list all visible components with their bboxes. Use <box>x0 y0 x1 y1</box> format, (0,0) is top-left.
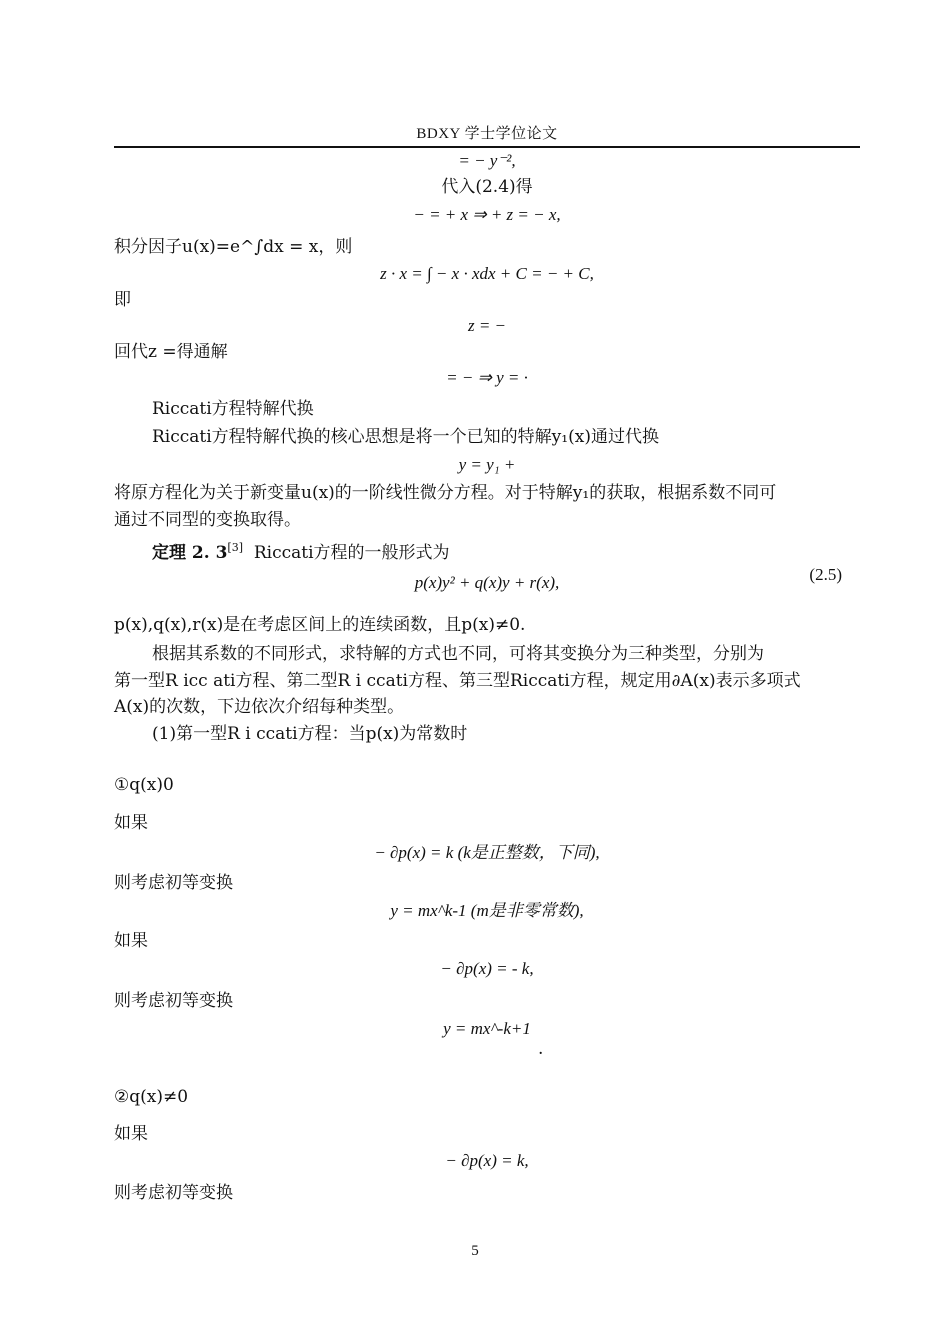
paragraph-line: p(x),q(x),r(x)是在考虑区间上的连续函数，且p(x)≠0. <box>114 615 526 635</box>
equation-line: z · x = ∫ − x · xdx + C = − + C, <box>380 264 594 283</box>
theorem-label: 定理 2. 3 <box>152 543 228 563</box>
text-line: 即 <box>114 290 131 310</box>
paragraph-line: Riccati方程特解代换的核心思想是将一个已知的特解y₁(x)通过代换 <box>152 427 659 447</box>
text-line: 如果 <box>114 1124 148 1144</box>
equation-line: − ∂p(x) = - k, <box>440 959 534 978</box>
case-label: ①q(x)0 <box>114 775 174 795</box>
paragraph-line: A(x)的次数，下边依次介绍每种类型。 <box>114 697 405 717</box>
equation-line: z = − <box>467 316 507 335</box>
theorem-line <box>152 537 860 564</box>
equation-line: y = mx^-k+1 <box>443 1019 531 1038</box>
text-line: 则考虑初等变换 <box>114 991 233 1011</box>
text-line: 则考虑初等变换 <box>114 873 233 893</box>
paragraph-line: 将原方程化为关于新变量u(x)的一阶线性微分方程。对于特解y₁的获取，根据系数不同可 <box>114 483 777 503</box>
equation-line: y = mx^k-1 (m是非零常数), <box>390 901 584 920</box>
section-heading: Riccati方程特解代换 <box>152 399 314 419</box>
equation-line: y = y₁ + <box>458 455 516 474</box>
page-number: 5 <box>471 1243 479 1259</box>
theorem-text: Riccati方程的一般形式为 <box>253 543 450 563</box>
running-header: BDXY 学士学位论文 <box>416 126 558 142</box>
citation-ref: [3] <box>227 541 244 554</box>
text-line: 则考虑初等变换 <box>114 1183 233 1203</box>
paragraph-line: (1)第一型R i ccati方程：当p(x)为常数时 <box>152 724 468 744</box>
equation-line: − = + x ⇒ + z = − x, <box>413 205 561 224</box>
paragraph-line: 第一型R icc ati方程、第二型R i ccati方程、第三型Riccati方程，规定用∂A(x)表示多项式 <box>114 671 801 691</box>
paragraph-line: 通过不同型的变换取得。 <box>114 510 301 530</box>
text-line: 如果 <box>114 813 148 833</box>
equation-number: (2.5) <box>809 565 842 584</box>
equation-line: = − y⁻², <box>458 151 516 170</box>
equation-line: − ∂p(x) = k, <box>445 1151 529 1170</box>
case-label: ②q(x)≠0 <box>114 1087 189 1107</box>
header-rule <box>114 146 860 148</box>
text-line: 代入(2.4)得 <box>441 177 533 197</box>
text-line: 积分因子u(x)=e^∫dx = x，则 <box>114 237 353 257</box>
text-line: 如果 <box>114 931 148 951</box>
equation-body: p(x)y² + q(x)y + r(x), <box>414 573 560 592</box>
paragraph-line: 根据其系数的不同形式，求特解的方式也不同，可将其变换分为三种类型，分别为 <box>152 644 764 664</box>
equation-line: − ∂p(x) = k (k是正整数，下同), <box>374 843 600 862</box>
equation-line <box>114 565 860 594</box>
text-line: 回代z =得通解 <box>114 342 228 362</box>
equation-line: = − ⇒ y = · <box>446 368 528 387</box>
equation-period: . <box>538 1039 544 1059</box>
